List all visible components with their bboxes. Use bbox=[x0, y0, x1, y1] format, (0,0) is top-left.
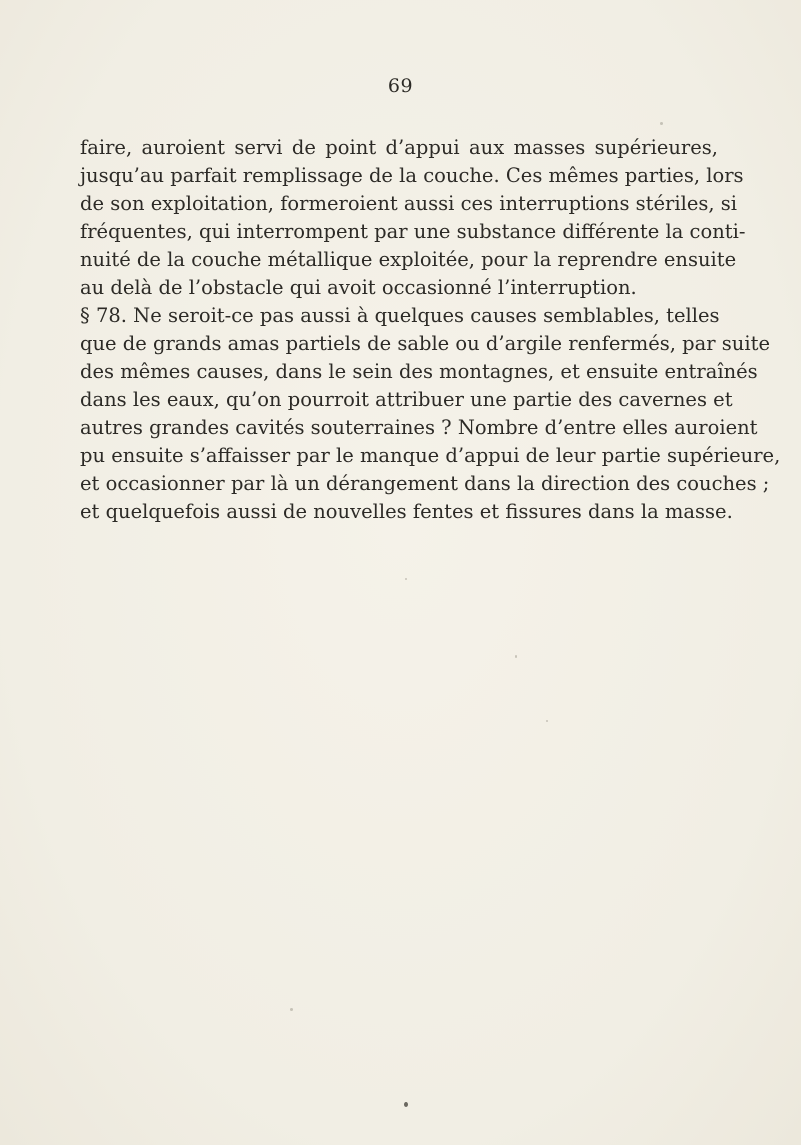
page-number: 69 bbox=[387, 75, 414, 97]
text-line: § 78. Ne seroit-ce pas aussi à quelques causes semblables, telles bbox=[80, 304, 720, 327]
text-line: nuité de la couche métallique exploitée, pour la reprendre ensuite bbox=[80, 248, 737, 271]
paper-speck bbox=[290, 1008, 293, 1011]
paper-speck bbox=[660, 122, 663, 125]
text-line: et quelquefois aussi de nouvelles fentes et fissures dans la masse. bbox=[80, 500, 733, 523]
text-line: faire, auroient servi de point d’appui aux masses supérieures, bbox=[80, 136, 718, 159]
paper-speck bbox=[405, 578, 407, 580]
text-line: que de grands amas partiels de sable ou d’argile renfermés, par suite bbox=[80, 332, 770, 355]
text-line: pu ensuite s’affaisser par le manque d’appui de leur partie supérieure, bbox=[80, 444, 781, 467]
text-line: et occasionner par là un dérangement dans la direction des couches ; bbox=[80, 472, 770, 495]
paper-speck bbox=[404, 1102, 408, 1107]
text-line: autres grandes cavités souterraines ? Nombre d’entre elles auroient bbox=[80, 416, 758, 439]
text-line: de son exploitation, formeroient aussi ces interruptions stériles, si bbox=[80, 192, 738, 215]
text-line: dans les eaux, qu’on pourroit attribuer une partie des cavernes et bbox=[80, 388, 733, 411]
text-line: des mêmes causes, dans le sein des montagnes, et ensuite entraînés bbox=[80, 360, 758, 383]
paper-speck bbox=[515, 655, 517, 658]
text-line: jusqu’au parfait remplissage de la couche. Ces mêmes parties, lors bbox=[80, 164, 744, 187]
text-line: fréquentes, qui interrompent par une substance différente la conti- bbox=[80, 220, 746, 243]
text-line: au delà de l’obstacle qui avoit occasionné l’interruption. bbox=[80, 276, 637, 299]
paper-speck bbox=[546, 720, 548, 722]
paragraph bbox=[80, 134, 746, 302]
paragraph bbox=[80, 302, 781, 526]
